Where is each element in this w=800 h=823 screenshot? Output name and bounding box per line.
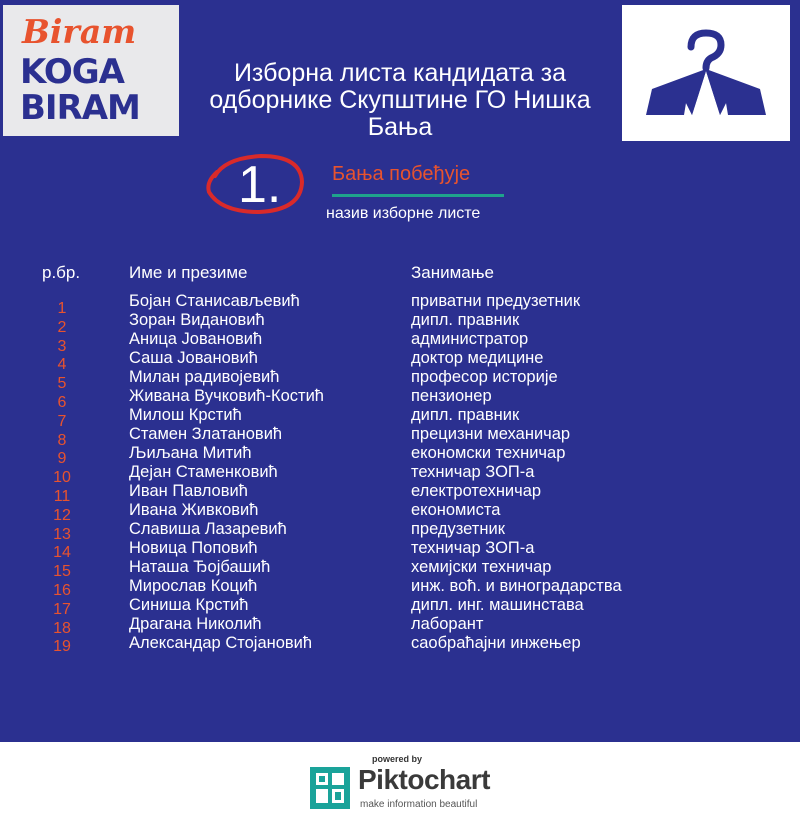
candidate-name: Живана Вучковић-Костић (129, 387, 324, 405)
candidate-occupation: инж. воћ. и виноградарства (411, 577, 622, 595)
candidate-name: Зоран Видановић (129, 311, 265, 329)
header-number: р.бр. (42, 263, 81, 282)
candidate-number-list (40, 300, 84, 657)
candidate-row (129, 444, 769, 463)
candidate-row (129, 292, 769, 311)
candidate-row (129, 425, 769, 444)
candidate-name: Ивана Живковић (129, 501, 259, 519)
candidate-number: 14 (53, 544, 71, 562)
candidate-occupation: предузетник (411, 520, 505, 538)
candidate-number: 8 (57, 431, 67, 449)
candidate-occupation: администратор (411, 330, 529, 348)
candidate-name: Милан радивојевић (129, 368, 280, 386)
candidate-row (129, 501, 769, 520)
hanger-question-logo (622, 5, 790, 141)
candidate-occupation: дипл. правник (411, 311, 520, 329)
candidate-occupation: дипл. правник (411, 406, 520, 424)
candidate-number: 9 (57, 450, 67, 468)
candidate-number: 2 (57, 318, 67, 336)
candidate-row (129, 482, 769, 501)
list-name: Бања побеђује (332, 163, 471, 185)
piktochart-logo-icon (310, 767, 350, 809)
candidate-number: 15 (53, 563, 71, 581)
candidate-number: 11 (53, 487, 71, 505)
candidate-occupation: пензионер (411, 387, 492, 405)
logo-script-text: Biram (22, 12, 137, 51)
candidate-number: 16 (53, 581, 71, 599)
candidate-name: Бојан Станисављевић (129, 292, 300, 310)
candidate-name: Стамен Златановић (129, 425, 283, 443)
list-caption: назив изборне листе (326, 205, 481, 222)
candidate-name: Милош Крстић (129, 406, 242, 424)
candidate-number: 3 (57, 337, 67, 355)
candidate-number: 12 (53, 506, 71, 524)
candidate-name: Иван Павловић (129, 482, 248, 500)
candidate-row (129, 577, 769, 596)
list-number: 1. (238, 156, 282, 214)
candidate-occupation: економски техничар (411, 444, 566, 462)
piktochart-tagline: make information beautiful (360, 799, 478, 810)
candidate-row (129, 311, 769, 330)
candidate-name: Аница Јовановић (129, 330, 263, 348)
list-name-underline (332, 194, 504, 197)
candidate-name: Љиљана Митић (129, 444, 252, 462)
candidate-list (129, 292, 769, 653)
candidate-number: 5 (57, 375, 67, 393)
candidate-number: 10 (53, 469, 71, 487)
candidate-row (129, 330, 769, 349)
candidate-occupation: професор историје (411, 368, 558, 386)
candidate-row (129, 349, 769, 368)
candidate-occupation: хемијски техничар (411, 558, 552, 576)
candidate-occupation: саобраћајни инжењер (411, 634, 581, 652)
candidate-number: 4 (57, 356, 67, 374)
candidate-occupation: доктор медицине (411, 349, 544, 367)
candidate-name: Синиша Крстић (129, 596, 249, 614)
biram-koga-biram-logo (3, 5, 179, 136)
candidate-occupation: техничар ЗОП-а (411, 463, 535, 481)
candidate-row (129, 596, 769, 615)
candidate-row (129, 558, 769, 577)
hanger-question-icon (622, 5, 790, 141)
candidate-name: Саша Јовановић (129, 349, 258, 367)
candidate-number: 1 (57, 300, 67, 317)
candidate-name: Дејан Стаменковић (129, 463, 278, 481)
candidate-name: Славиша Лазаревић (129, 520, 287, 538)
header-name: Име и презиме (129, 263, 248, 282)
candidate-occupation: техничар ЗОП-а (411, 539, 535, 557)
candidate-row (129, 539, 769, 558)
candidate-occupation: лаборант (411, 615, 484, 633)
candidate-name: Мирослав Коцић (129, 577, 258, 595)
candidate-row (129, 368, 769, 387)
candidate-name: Александар Стојановић (129, 634, 313, 652)
logo-line-1: KOGA (20, 52, 124, 92)
candidate-occupation: електротехничар (411, 482, 542, 500)
logo-line-2: BIRAM (20, 88, 140, 128)
candidate-occupation: прецизни механичар (411, 425, 571, 443)
candidate-row (129, 634, 769, 653)
powered-by-text: powered by (372, 754, 423, 764)
candidate-number: 18 (53, 619, 71, 637)
candidate-row (129, 520, 769, 539)
candidate-row (129, 406, 769, 425)
candidate-number: 19 (53, 638, 71, 656)
candidate-number: 17 (53, 600, 71, 618)
page-title: Изборна листа кандидата за одборнике Скупштине ГО Нишка Бања (209, 59, 591, 141)
candidate-row (129, 463, 769, 482)
candidate-row (129, 387, 769, 406)
candidate-row (129, 615, 769, 634)
candidate-number: 6 (57, 393, 67, 411)
piktochart-brand[interactable]: Piktochart (358, 764, 490, 795)
candidate-name: Драгана Николић (129, 615, 262, 633)
candidate-occupation: дипл. инг. машинстава (411, 596, 584, 614)
candidate-number: 7 (57, 412, 67, 430)
candidate-number: 13 (53, 525, 71, 543)
candidate-occupation: приватни предузетник (411, 292, 581, 310)
candidate-name: Новица Поповић (129, 539, 258, 557)
header-occupation: Занимање (411, 263, 495, 282)
candidate-name: Наташа Ђојбашић (129, 558, 271, 576)
candidate-occupation: економиста (411, 501, 501, 519)
